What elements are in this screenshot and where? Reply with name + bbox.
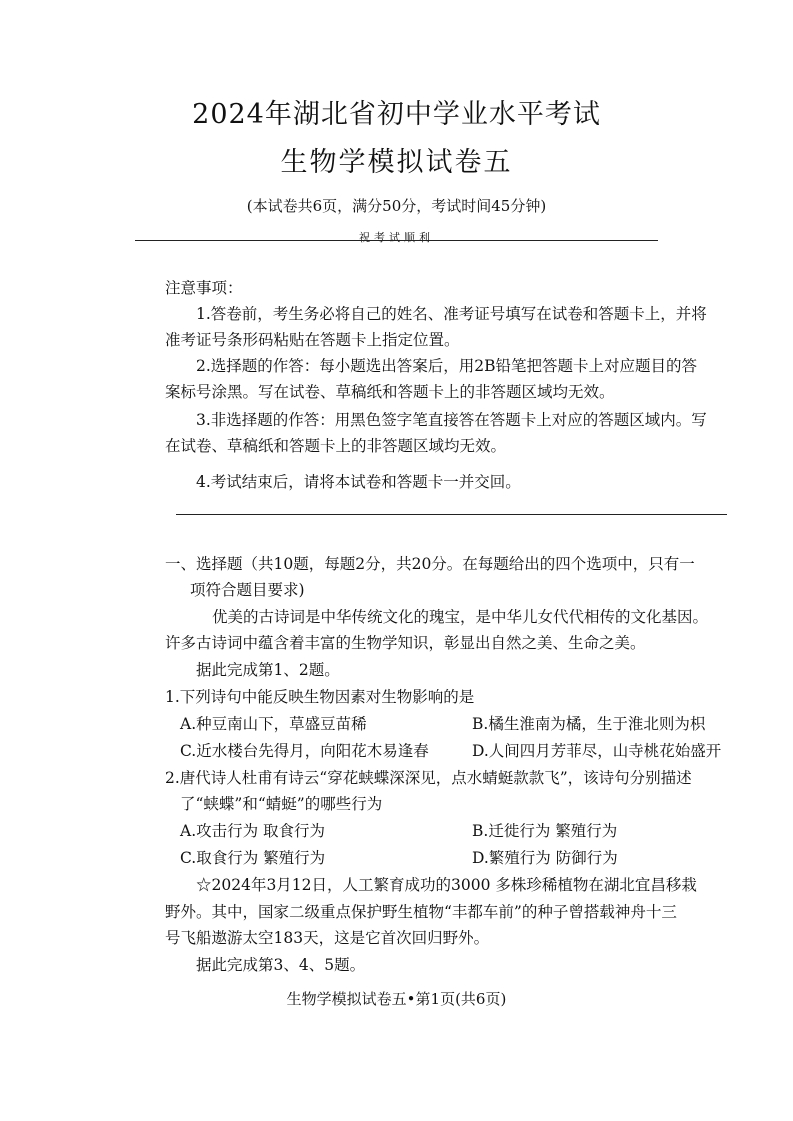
question-1-stem: 1.下列诗句中能反映生物因素对生物影响的是 — [165, 688, 475, 706]
question-1-option-c: C.近水楼台先得月，向阳花木易逢春 — [180, 742, 429, 760]
section-heading-line-2: 项符合题目要求) — [190, 581, 305, 599]
question-2-option-a: A.攻击行为 取食行为 — [180, 822, 326, 840]
note-item-1-line-2: 准考证号条形码粘贴在答题卡上指定位置。 — [165, 331, 460, 349]
exam-title: 2024年湖北省初中学业水平考试 — [192, 99, 601, 130]
question-1-option-d: D.人间四月芳菲尽，山寺桃花始盛开 — [472, 742, 722, 760]
page-footer: 生物学模拟试卷五•第1页(共6页) — [286, 990, 507, 1008]
exam-subject-title: 生物学模拟试卷五 — [280, 147, 513, 178]
passage-2-line-4: 据此完成第3、4、5题。 — [196, 956, 366, 974]
note-item-3-line-2: 在试卷、草稿纸和答题卡上的非答题区域均无效。 — [165, 437, 507, 455]
passage-2-line-1: ☆2024年3月12日，人工繁育成功的3000 多株珍稀植物在湖北宜昌移栽 — [196, 876, 697, 894]
question-2-stem-line-2: 了“蛱蝶”和“蜻蜓”的哪些行为 — [180, 795, 383, 813]
notes-heading: 注意事项： — [165, 279, 243, 297]
section-heading-line-1: 一、选择题（共10题，每题2分，共20分。在每题给出的四个选项中，只有一 — [165, 555, 695, 573]
question-2-stem-line-1: 2.唐代诗人杜甫有诗云“穿花蛱蝶深深见，点水蜻蜓款款飞”，该诗句分别描述 — [165, 769, 692, 787]
note-item-4: 4.考试结束后，请将本试卷和答题卡一并交回。 — [196, 473, 521, 491]
question-2-option-d: D.繁殖行为 防御行为 — [472, 849, 618, 867]
notes-divider — [176, 514, 727, 515]
blessing-text: 祝考试顺利 — [359, 231, 434, 244]
note-item-2-line-1: 2.选择题的作答：每小题选出答案后，用2B铅笔把答题卡上对应题目的答 — [196, 357, 698, 375]
question-1-option-b: B.橘生淮南为橘，生于淮北则为枳 — [472, 715, 706, 733]
header-divider — [135, 240, 658, 241]
passage-2-line-2: 野外。其中，国家二级重点保护野生植物“丰都车前”的种子曾搭载神舟十三 — [165, 903, 677, 921]
exam-info: (本试卷共6页，满分50分，考试时间45分钟) — [246, 197, 547, 215]
intro-line-3: 据此完成第1、2题。 — [196, 661, 340, 679]
question-2-option-c: C.取食行为 繁殖行为 — [180, 849, 326, 867]
intro-line-2: 许多古诗词中蕴含着丰富的生物学知识，彰显出自然之美、生命之美。 — [165, 634, 646, 652]
note-item-1-line-1: 1.答卷前，考生务必将自己的姓名、准考证号填写在试卷和答题卡上，并将 — [196, 305, 707, 323]
passage-2-line-3: 号飞船遨游太空183天，这是它首次回归野外。 — [165, 929, 490, 947]
note-item-2-line-2: 案标号涂黑。写在试卷、草稿纸和答题卡上的非答题区域均无效。 — [165, 383, 615, 401]
intro-line-1: 优美的古诗词是中华传统文化的瑰宝，是中华儿女代代相传的文化基因。 — [212, 608, 709, 626]
question-2-option-b: B.迁徙行为 繁殖行为 — [472, 822, 618, 840]
question-1-option-a: A.种豆南山下，草盛豆苗稀 — [180, 715, 367, 733]
note-item-3-line-1: 3.非选择题的作答：用黑色签字笔直接答在答题卡上对应的答题区域内。写 — [196, 411, 707, 429]
